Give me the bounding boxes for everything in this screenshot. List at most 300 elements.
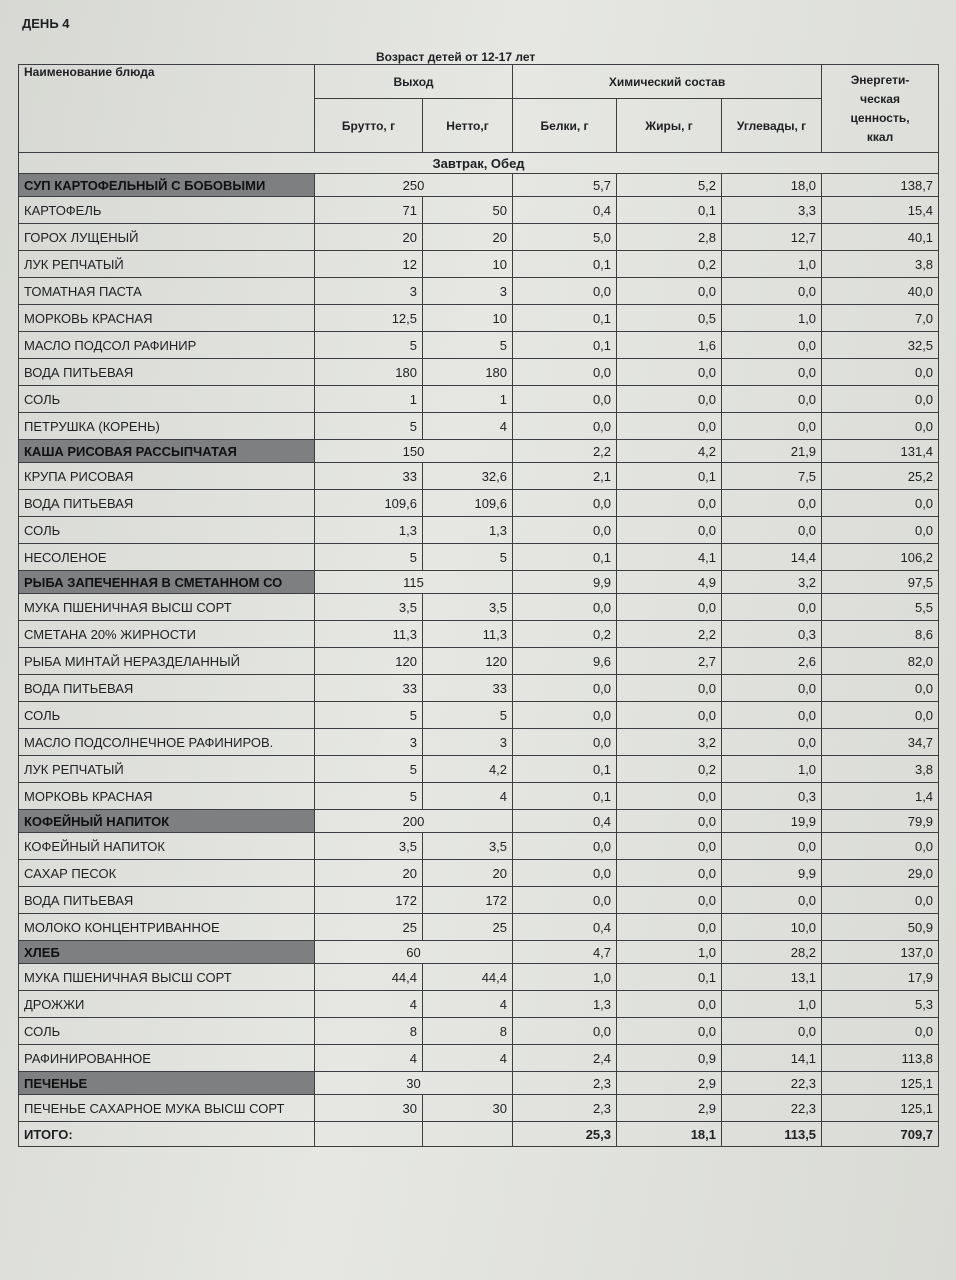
ingredient-name: РЫБА МИНТАЙ НЕРАЗДЕЛАННЫЙ <box>19 648 315 675</box>
dish-carbs: 19,9 <box>722 810 822 833</box>
ingredient-netto: 172 <box>423 887 513 914</box>
ingredient-energy: 0,0 <box>822 359 939 386</box>
total-carbs: 113,5 <box>722 1122 822 1147</box>
ingredient-brutto: 172 <box>315 887 423 914</box>
ingredient-energy: 106,2 <box>822 544 939 571</box>
ingredient-protein: 9,6 <box>513 648 617 675</box>
dish-fat: 1,0 <box>617 941 722 964</box>
ingredient-brutto: 5 <box>315 783 423 810</box>
ingredient-carbs: 0,0 <box>722 517 822 544</box>
ingredient-brutto: 8 <box>315 1018 423 1045</box>
ingredient-carbs: 0,3 <box>722 783 822 810</box>
ingredient-name: МАСЛО ПОДСОЛ РАФИНИР <box>19 332 315 359</box>
ingredient-carbs: 22,3 <box>722 1095 822 1122</box>
ingredient-energy: 34,7 <box>822 729 939 756</box>
ingredient-carbs: 0,0 <box>722 833 822 860</box>
ingredient-fat: 0,0 <box>617 594 722 621</box>
ingredient-fat: 0,1 <box>617 197 722 224</box>
ingredient-netto: 50 <box>423 197 513 224</box>
ingredient-name: МУКА ПШЕНИЧНАЯ ВЫСШ СОРТ <box>19 594 315 621</box>
ingredient-carbs: 10,0 <box>722 914 822 941</box>
ingredient-protein: 5,0 <box>513 224 617 251</box>
total-brutto-empty <box>315 1122 423 1147</box>
ingredient-protein: 0,0 <box>513 860 617 887</box>
ingredient-row <box>19 887 939 914</box>
ingredient-name: РАФИНИРОВАННОЕ <box>19 1045 315 1072</box>
ingredient-energy: 8,6 <box>822 621 939 648</box>
ingredient-name: ЛУК РЕПЧАТЫЙ <box>19 756 315 783</box>
ingredient-netto: 4 <box>423 1045 513 1072</box>
ingredient-carbs: 0,0 <box>722 332 822 359</box>
ingredient-protein: 0,0 <box>513 833 617 860</box>
header-carbs: Углевады, г <box>722 99 822 153</box>
ingredient-fat: 2,7 <box>617 648 722 675</box>
ingredient-name: КОФЕЙНЫЙ НАПИТОК <box>19 833 315 860</box>
header-energy-line: ценность, <box>850 110 910 125</box>
ingredient-row <box>19 833 939 860</box>
dish-fat: 5,2 <box>617 174 722 197</box>
ingredient-carbs: 7,5 <box>722 463 822 490</box>
ingredient-protein: 0,4 <box>513 914 617 941</box>
ingredient-fat: 0,0 <box>617 1018 722 1045</box>
ingredient-netto: 4 <box>423 783 513 810</box>
header-output: Выход <box>315 65 513 99</box>
dish-energy: 79,9 <box>822 810 939 833</box>
ingredient-netto: 180 <box>423 359 513 386</box>
header-energy-line: Энергети- <box>850 72 910 87</box>
ingredient-name: МАСЛО ПОДСОЛНЕЧНОЕ РАФИНИРОВ. <box>19 729 315 756</box>
ingredient-row <box>19 756 939 783</box>
ingredient-fat: 0,2 <box>617 756 722 783</box>
ingredient-name: СОЛЬ <box>19 517 315 544</box>
ingredient-row <box>19 386 939 413</box>
dish-fat: 4,2 <box>617 440 722 463</box>
total-netto-empty <box>423 1122 513 1147</box>
ingredient-name: СОЛЬ <box>19 702 315 729</box>
dish-carbs: 3,2 <box>722 571 822 594</box>
dish-energy: 131,4 <box>822 440 939 463</box>
nutrition-table <box>18 64 939 1147</box>
ingredient-brutto: 25 <box>315 914 423 941</box>
ingredient-brutto: 3,5 <box>315 594 423 621</box>
ingredient-brutto: 5 <box>315 332 423 359</box>
dish-protein: 0,4 <box>513 810 617 833</box>
ingredient-fat: 0,9 <box>617 1045 722 1072</box>
ingredient-energy: 0,0 <box>822 517 939 544</box>
dish-carbs: 28,2 <box>722 941 822 964</box>
ingredient-carbs: 1,0 <box>722 305 822 332</box>
ingredient-netto: 3,5 <box>423 594 513 621</box>
ingredient-protein: 0,0 <box>513 278 617 305</box>
dish-output: 60 <box>315 941 513 964</box>
ingredient-name: МОРКОВЬ КРАСНАЯ <box>19 305 315 332</box>
ingredient-fat: 2,2 <box>617 621 722 648</box>
ingredient-carbs: 9,9 <box>722 860 822 887</box>
ingredient-energy: 113,8 <box>822 1045 939 1072</box>
ingredient-netto: 10 <box>423 251 513 278</box>
ingredient-name: МУКА ПШЕНИЧНАЯ ВЫСШ СОРТ <box>19 964 315 991</box>
ingredient-carbs: 0,0 <box>722 594 822 621</box>
ingredient-fat: 0,0 <box>617 702 722 729</box>
ingredient-energy: 25,2 <box>822 463 939 490</box>
ingredient-name: ВОДА ПИТЬЕВАЯ <box>19 887 315 914</box>
ingredient-energy: 50,9 <box>822 914 939 941</box>
ingredient-fat: 0,0 <box>617 386 722 413</box>
ingredient-energy: 125,1 <box>822 1095 939 1122</box>
ingredient-row <box>19 544 939 571</box>
ingredient-brutto: 12,5 <box>315 305 423 332</box>
ingredient-energy: 15,4 <box>822 197 939 224</box>
header-energy-line: ческая <box>860 91 900 106</box>
ingredient-fat: 2,9 <box>617 1095 722 1122</box>
ingredient-row <box>19 463 939 490</box>
ingredient-name: СОЛЬ <box>19 1018 315 1045</box>
ingredient-carbs: 2,6 <box>722 648 822 675</box>
ingredient-netto: 5 <box>423 332 513 359</box>
ingredient-energy: 3,8 <box>822 756 939 783</box>
dish-protein: 2,3 <box>513 1072 617 1095</box>
ingredient-carbs: 14,1 <box>722 1045 822 1072</box>
ingredient-name: МОРКОВЬ КРАСНАЯ <box>19 783 315 810</box>
header-chemical-composition: Химический состав <box>513 65 822 99</box>
ingredient-protein: 0,0 <box>513 675 617 702</box>
ingredient-brutto: 1 <box>315 386 423 413</box>
ingredient-brutto: 33 <box>315 675 423 702</box>
ingredient-energy: 3,8 <box>822 251 939 278</box>
ingredient-protein: 1,0 <box>513 964 617 991</box>
ingredient-carbs: 0,3 <box>722 621 822 648</box>
dish-energy: 137,0 <box>822 941 939 964</box>
ingredient-row <box>19 675 939 702</box>
ingredient-fat: 0,0 <box>617 783 722 810</box>
ingredient-name: СМЕТАНА 20% ЖИРНОСТИ <box>19 621 315 648</box>
ingredient-brutto: 33 <box>315 463 423 490</box>
ingredient-protein: 2,3 <box>513 1095 617 1122</box>
ingredient-row <box>19 702 939 729</box>
ingredient-netto: 11,3 <box>423 621 513 648</box>
dish-name: СУП КАРТОФЕЛЬНЫЙ С БОБОВЫМИ <box>19 174 315 197</box>
ingredient-brutto: 44,4 <box>315 964 423 991</box>
dish-energy: 125,1 <box>822 1072 939 1095</box>
ingredient-row <box>19 860 939 887</box>
ingredient-brutto: 3 <box>315 278 423 305</box>
ingredient-protein: 0,0 <box>513 386 617 413</box>
ingredient-protein: 0,0 <box>513 702 617 729</box>
dish-output: 30 <box>315 1072 513 1095</box>
dish-output: 250 <box>315 174 513 197</box>
ingredient-name: КАРТОФЕЛЬ <box>19 197 315 224</box>
dish-name: КАША РИСОВАЯ РАССЫПЧАТАЯ <box>19 440 315 463</box>
ingredient-netto: 3,5 <box>423 833 513 860</box>
dish-name: ХЛЕБ <box>19 941 315 964</box>
ingredient-protein: 0,0 <box>513 359 617 386</box>
ingredient-netto: 109,6 <box>423 490 513 517</box>
ingredient-brutto: 11,3 <box>315 621 423 648</box>
ingredient-brutto: 3,5 <box>315 833 423 860</box>
total-row <box>19 1122 939 1147</box>
ingredient-name: ВОДА ПИТЬЕВАЯ <box>19 675 315 702</box>
ingredient-fat: 0,1 <box>617 964 722 991</box>
ingredient-carbs: 0,0 <box>722 359 822 386</box>
ingredient-row <box>19 490 939 517</box>
ingredient-brutto: 30 <box>315 1095 423 1122</box>
ingredient-netto: 25 <box>423 914 513 941</box>
ingredient-carbs: 0,0 <box>722 1018 822 1045</box>
total-fat: 18,1 <box>617 1122 722 1147</box>
header-fat: Жиры, г <box>617 99 722 153</box>
ingredient-row <box>19 1018 939 1045</box>
ingredient-brutto: 20 <box>315 860 423 887</box>
ingredient-name: НЕСОЛЕНОЕ <box>19 544 315 571</box>
dish-output: 200 <box>315 810 513 833</box>
ingredient-fat: 2,8 <box>617 224 722 251</box>
ingredient-protein: 0,1 <box>513 783 617 810</box>
total-protein: 25,3 <box>513 1122 617 1147</box>
ingredient-name: ДРОЖЖИ <box>19 991 315 1018</box>
ingredient-protein: 0,0 <box>513 594 617 621</box>
ingredient-netto: 4 <box>423 413 513 440</box>
dish-name: КОФЕЙНЫЙ НАПИТОК <box>19 810 315 833</box>
ingredient-row <box>19 359 939 386</box>
ingredient-brutto: 1,3 <box>315 517 423 544</box>
ingredient-row <box>19 224 939 251</box>
ingredient-brutto: 5 <box>315 544 423 571</box>
dish-row <box>19 1072 939 1095</box>
ingredient-protein: 0,1 <box>513 305 617 332</box>
ingredient-protein: 0,4 <box>513 197 617 224</box>
ingredient-energy: 1,4 <box>822 783 939 810</box>
ingredient-carbs: 0,0 <box>722 386 822 413</box>
ingredient-netto: 1,3 <box>423 517 513 544</box>
ingredient-protein: 2,4 <box>513 1045 617 1072</box>
ingredient-carbs: 1,0 <box>722 251 822 278</box>
ingredient-fat: 0,0 <box>617 887 722 914</box>
ingredient-energy: 0,0 <box>822 702 939 729</box>
dish-protein: 2,2 <box>513 440 617 463</box>
ingredient-row <box>19 251 939 278</box>
ingredient-netto: 20 <box>423 224 513 251</box>
ingredient-fat: 0,0 <box>617 490 722 517</box>
dish-row <box>19 440 939 463</box>
dish-fat: 4,9 <box>617 571 722 594</box>
ingredient-carbs: 13,1 <box>722 964 822 991</box>
dish-fat: 0,0 <box>617 810 722 833</box>
ingredient-protein: 0,0 <box>513 887 617 914</box>
ingredient-protein: 0,1 <box>513 544 617 571</box>
dish-row <box>19 941 939 964</box>
ingredient-row <box>19 1045 939 1072</box>
ingredient-fat: 0,0 <box>617 833 722 860</box>
age-title: Возраст детей от 12-17 лет <box>376 50 536 64</box>
dish-carbs: 22,3 <box>722 1072 822 1095</box>
ingredient-netto: 33 <box>423 675 513 702</box>
dish-carbs: 21,9 <box>722 440 822 463</box>
ingredient-energy: 17,9 <box>822 964 939 991</box>
ingredient-energy: 40,1 <box>822 224 939 251</box>
ingredient-carbs: 0,0 <box>722 702 822 729</box>
ingredient-protein: 0,1 <box>513 332 617 359</box>
ingredient-protein: 0,2 <box>513 621 617 648</box>
ingredient-netto: 5 <box>423 544 513 571</box>
ingredient-netto: 3 <box>423 729 513 756</box>
dish-carbs: 18,0 <box>722 174 822 197</box>
ingredient-name: ГОРОХ ЛУЩЕНЫЙ <box>19 224 315 251</box>
ingredient-fat: 0,0 <box>617 278 722 305</box>
ingredient-brutto: 120 <box>315 648 423 675</box>
ingredient-fat: 3,2 <box>617 729 722 756</box>
ingredient-fat: 0,1 <box>617 463 722 490</box>
dish-row <box>19 174 939 197</box>
ingredient-protein: 0,0 <box>513 1018 617 1045</box>
table-body <box>19 153 939 1147</box>
ingredient-netto: 3 <box>423 278 513 305</box>
ingredient-row <box>19 914 939 941</box>
ingredient-fat: 0,0 <box>617 675 722 702</box>
section-title: Завтрак, Обед <box>19 153 939 174</box>
ingredient-protein: 0,1 <box>513 756 617 783</box>
ingredient-fat: 0,5 <box>617 305 722 332</box>
ingredient-energy: 29,0 <box>822 860 939 887</box>
section-row <box>19 153 939 174</box>
ingredient-fat: 0,0 <box>617 914 722 941</box>
ingredient-carbs: 0,0 <box>722 887 822 914</box>
ingredient-name: ЛУК РЕПЧАТЫЙ <box>19 251 315 278</box>
ingredient-netto: 30 <box>423 1095 513 1122</box>
ingredient-brutto: 3 <box>315 729 423 756</box>
dish-output: 115 <box>315 571 513 594</box>
ingredient-row <box>19 1095 939 1122</box>
ingredient-row <box>19 413 939 440</box>
header-energy-line: ккал <box>866 129 894 144</box>
ingredient-name: ТОМАТНАЯ ПАСТА <box>19 278 315 305</box>
ingredient-fat: 0,0 <box>617 991 722 1018</box>
ingredient-fat: 4,1 <box>617 544 722 571</box>
ingredient-energy: 40,0 <box>822 278 939 305</box>
ingredient-netto: 10 <box>423 305 513 332</box>
ingredient-energy: 0,0 <box>822 1018 939 1045</box>
ingredient-row <box>19 991 939 1018</box>
ingredient-brutto: 180 <box>315 359 423 386</box>
ingredient-netto: 44,4 <box>423 964 513 991</box>
header-brutto: Брутто, г <box>315 99 423 153</box>
ingredient-carbs: 0,0 <box>722 413 822 440</box>
ingredient-protein: 0,0 <box>513 413 617 440</box>
ingredient-carbs: 3,3 <box>722 197 822 224</box>
day-title: ДЕНЬ 4 <box>22 16 70 31</box>
ingredient-energy: 0,0 <box>822 887 939 914</box>
ingredient-fat: 1,6 <box>617 332 722 359</box>
dish-name: РЫБА ЗАПЕЧЕННАЯ В СМЕТАННОМ СО <box>19 571 315 594</box>
ingredient-fat: 0,0 <box>617 860 722 887</box>
ingredient-row <box>19 517 939 544</box>
ingredient-row <box>19 305 939 332</box>
dish-name: ПЕЧЕНЬЕ <box>19 1072 315 1095</box>
dish-fat: 2,9 <box>617 1072 722 1095</box>
ingredient-netto: 1 <box>423 386 513 413</box>
ingredient-brutto: 5 <box>315 702 423 729</box>
ingredient-carbs: 0,0 <box>722 278 822 305</box>
ingredient-fat: 0,0 <box>617 517 722 544</box>
dish-protein: 5,7 <box>513 174 617 197</box>
ingredient-carbs: 1,0 <box>722 756 822 783</box>
ingredient-brutto: 12 <box>315 251 423 278</box>
dish-row <box>19 810 939 833</box>
ingredient-row <box>19 783 939 810</box>
ingredient-row <box>19 648 939 675</box>
ingredient-fat: 0,0 <box>617 413 722 440</box>
ingredient-brutto: 4 <box>315 991 423 1018</box>
ingredient-row <box>19 278 939 305</box>
ingredient-energy: 32,5 <box>822 332 939 359</box>
ingredient-netto: 5 <box>423 702 513 729</box>
ingredient-row <box>19 197 939 224</box>
ingredient-energy: 0,0 <box>822 833 939 860</box>
ingredient-row <box>19 594 939 621</box>
ingredient-carbs: 12,7 <box>722 224 822 251</box>
ingredient-brutto: 5 <box>315 756 423 783</box>
ingredient-name: МОЛОКО КОНЦЕНТРИВАННОЕ <box>19 914 315 941</box>
dish-energy: 138,7 <box>822 174 939 197</box>
ingredient-protein: 0,0 <box>513 517 617 544</box>
dish-row <box>19 571 939 594</box>
ingredient-protein: 0,0 <box>513 729 617 756</box>
ingredient-netto: 20 <box>423 860 513 887</box>
ingredient-energy: 5,5 <box>822 594 939 621</box>
ingredient-carbs: 0,0 <box>722 490 822 517</box>
ingredient-name: КРУПА РИСОВАЯ <box>19 463 315 490</box>
dish-output: 150 <box>315 440 513 463</box>
ingredient-name: ВОДА ПИТЬЕВАЯ <box>19 359 315 386</box>
total-label: ИТОГО: <box>19 1122 315 1147</box>
ingredient-carbs: 1,0 <box>722 991 822 1018</box>
dish-protein: 4,7 <box>513 941 617 964</box>
dish-energy: 97,5 <box>822 571 939 594</box>
ingredient-name: СОЛЬ <box>19 386 315 413</box>
header-energy <box>822 65 939 153</box>
ingredient-name: САХАР ПЕСОК <box>19 860 315 887</box>
ingredient-carbs: 0,0 <box>722 675 822 702</box>
ingredient-netto: 4 <box>423 991 513 1018</box>
ingredient-brutto: 109,6 <box>315 490 423 517</box>
ingredient-protein: 0,0 <box>513 490 617 517</box>
ingredient-row <box>19 332 939 359</box>
ingredient-protein: 1,3 <box>513 991 617 1018</box>
ingredient-energy: 0,0 <box>822 490 939 517</box>
header-netto: Нетто,г <box>423 99 513 153</box>
header-dish-name: Наименование блюда <box>19 65 315 153</box>
ingredient-netto: 32,6 <box>423 463 513 490</box>
ingredient-energy: 7,0 <box>822 305 939 332</box>
ingredient-name: ВОДА ПИТЬЕВАЯ <box>19 490 315 517</box>
ingredient-brutto: 71 <box>315 197 423 224</box>
ingredient-row <box>19 964 939 991</box>
total-energy: 709,7 <box>822 1122 939 1147</box>
ingredient-energy: 0,0 <box>822 386 939 413</box>
ingredient-brutto: 5 <box>315 413 423 440</box>
ingredient-netto: 120 <box>423 648 513 675</box>
ingredient-protein: 0,1 <box>513 251 617 278</box>
ingredient-carbs: 0,0 <box>722 729 822 756</box>
ingredient-protein: 2,1 <box>513 463 617 490</box>
ingredient-netto: 8 <box>423 1018 513 1045</box>
ingredient-energy: 5,3 <box>822 991 939 1018</box>
ingredient-carbs: 14,4 <box>722 544 822 571</box>
ingredient-energy: 0,0 <box>822 675 939 702</box>
ingredient-brutto: 20 <box>315 224 423 251</box>
ingredient-row <box>19 729 939 756</box>
ingredient-brutto: 4 <box>315 1045 423 1072</box>
ingredient-name: ПЕЧЕНЬЕ САХАРНОЕ МУКА ВЫСШ СОРТ <box>19 1095 315 1122</box>
